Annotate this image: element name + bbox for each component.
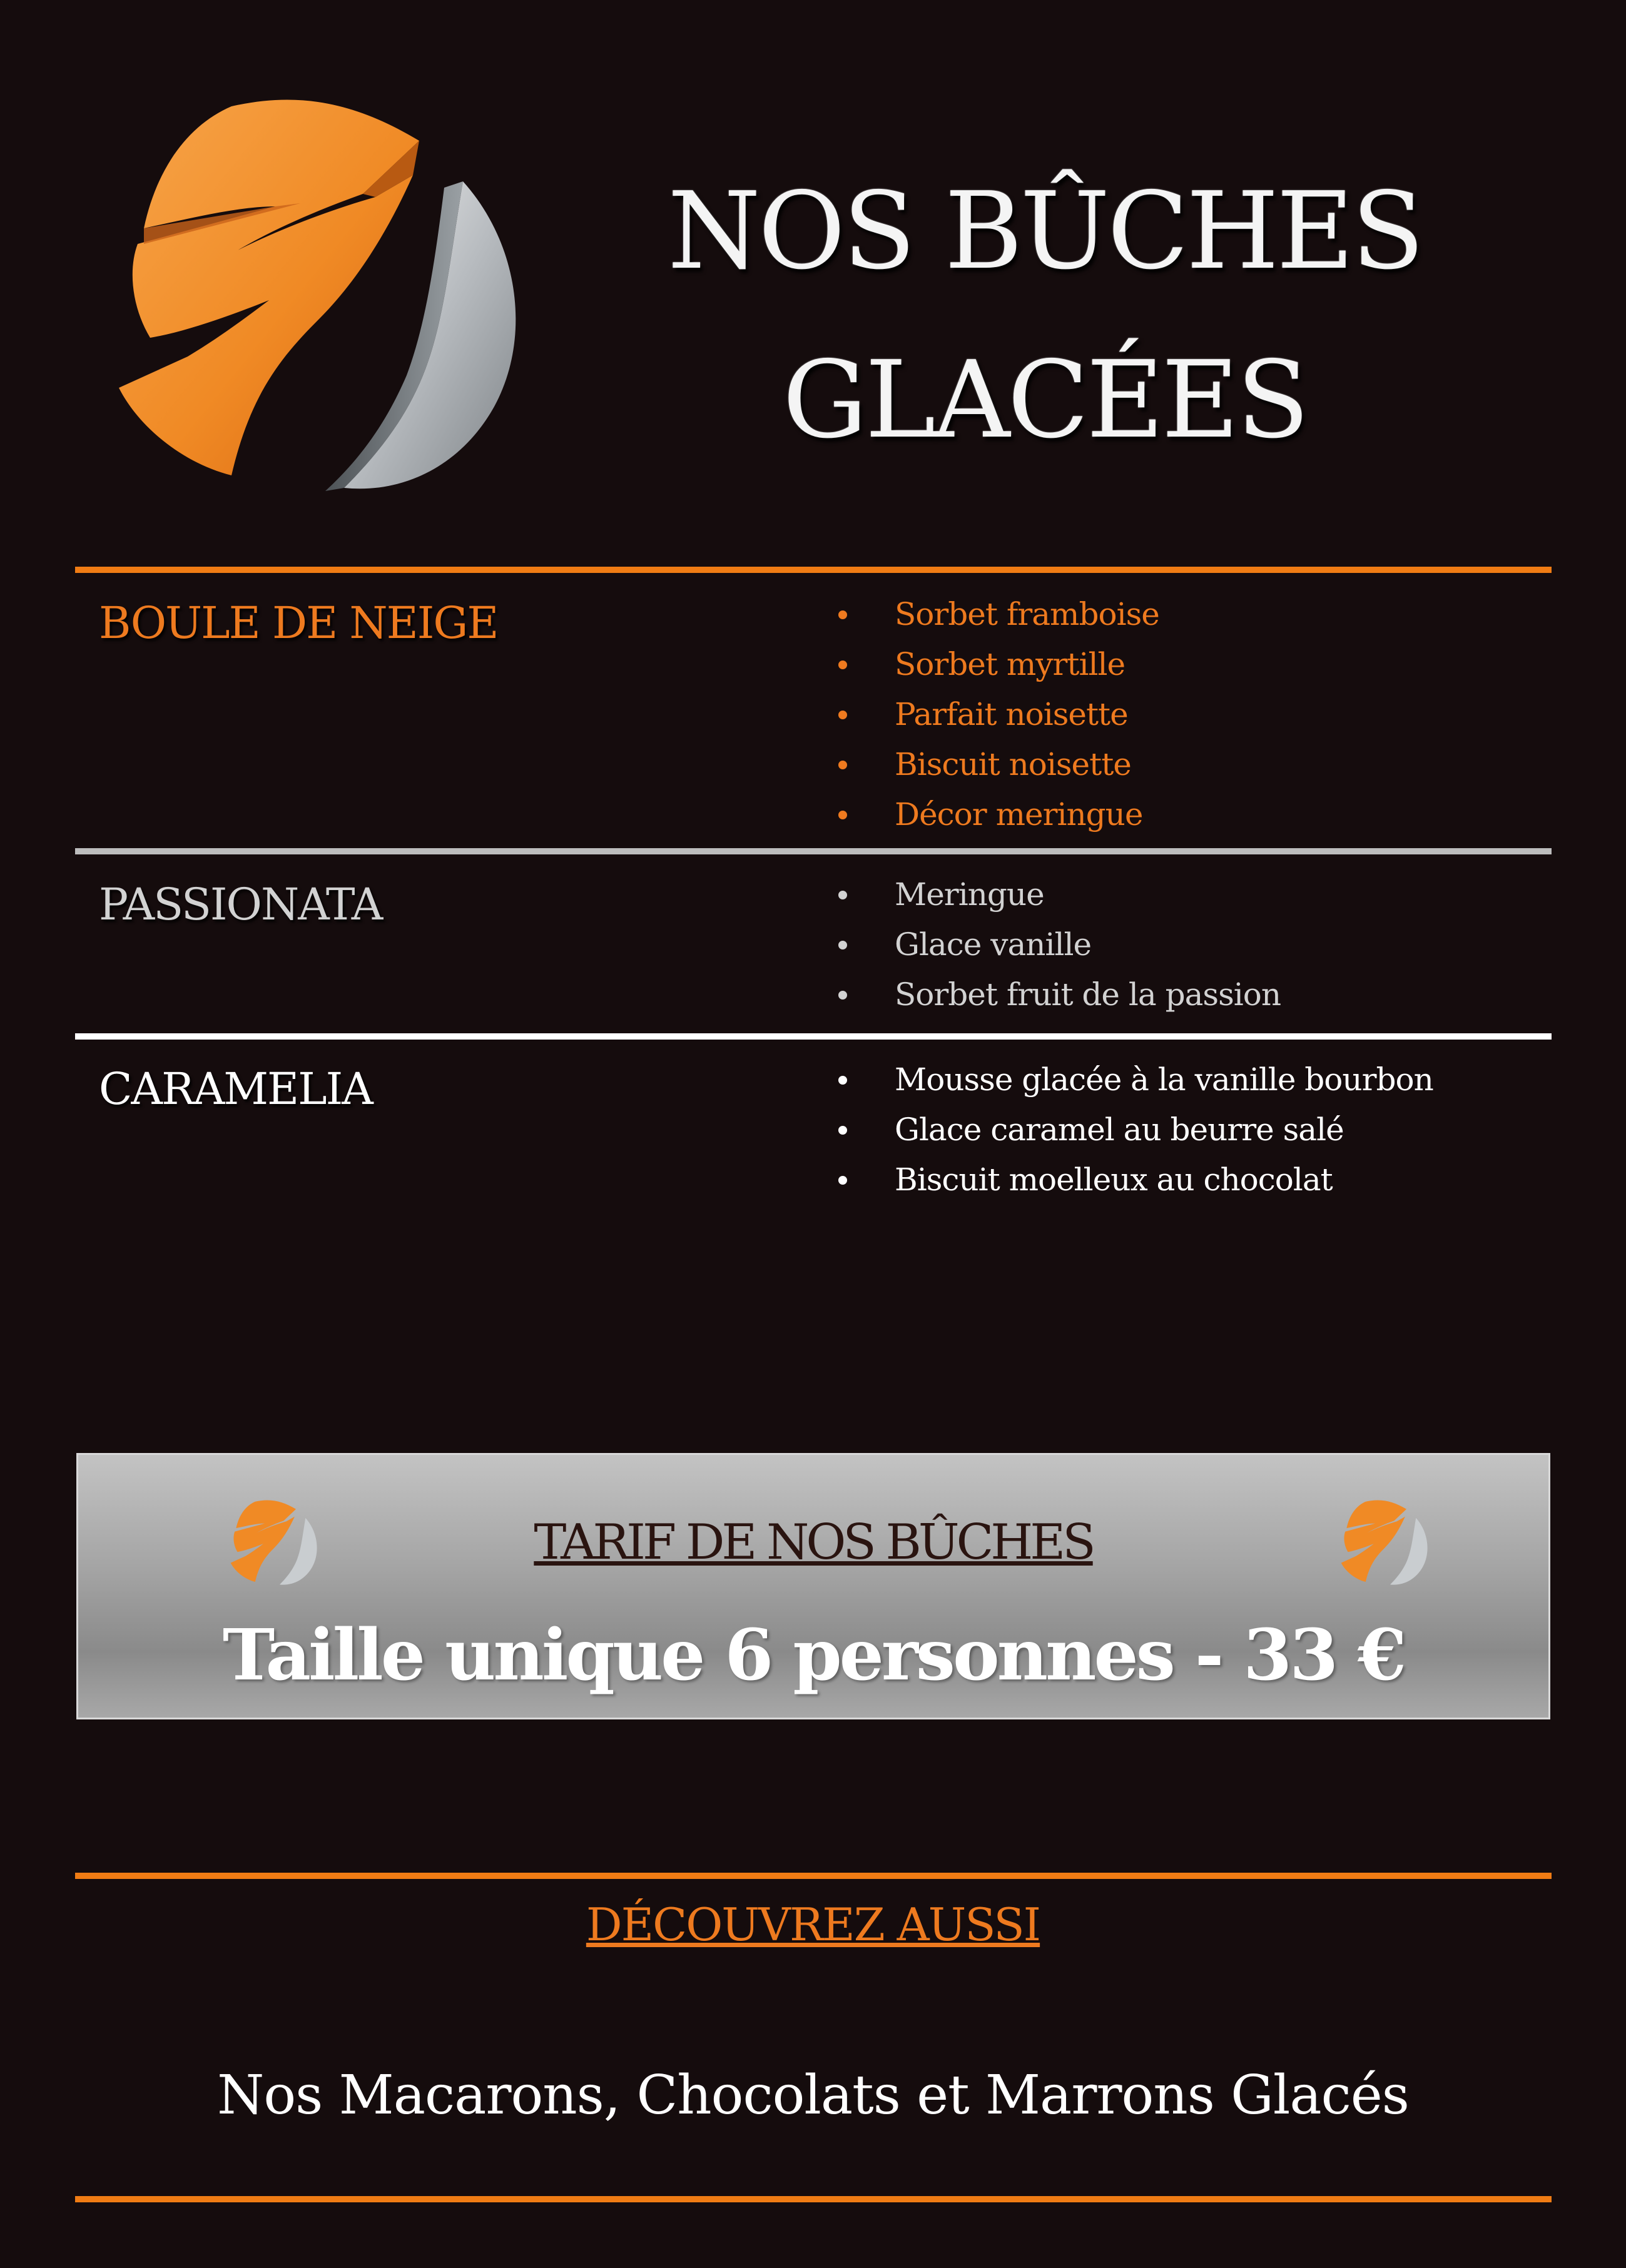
separator-orange-footer-top — [75, 1873, 1552, 1879]
list-item: Sorbet framboise — [832, 589, 1159, 639]
title-line-1: NOS BÛCHES — [668, 170, 1422, 293]
ingredient-list-caramelia — [832, 1055, 1433, 1205]
list-item: Décor meringue — [832, 789, 1159, 839]
bullet-icon — [838, 1176, 847, 1185]
bullet-icon — [838, 891, 847, 899]
list-item: Glace vanille — [832, 919, 1281, 969]
bullet-icon — [838, 991, 847, 1000]
list-item: Sorbet fruit de la passion — [832, 969, 1281, 1020]
product-name-passionata: PASSIONATA — [99, 879, 382, 930]
list-item: Meringue — [832, 869, 1281, 919]
pricing-text: Taille unique 6 personnes - 33 € — [222, 1614, 1405, 1696]
list-item: Biscuit moelleux au chocolat — [832, 1155, 1433, 1205]
separator-grey — [75, 848, 1552, 854]
price-box — [76, 1453, 1550, 1719]
discover-text: Nos Macarons, Chocolats et Marrons Glacés — [217, 2064, 1409, 2127]
bullet-icon — [838, 661, 847, 669]
bullet-icon — [838, 1126, 847, 1135]
bullet-icon — [838, 1076, 847, 1085]
separator-orange-footer-bottom — [75, 2196, 1552, 2202]
product-name-caramelia: CARAMELIA — [99, 1063, 372, 1115]
separator-orange-top — [75, 567, 1552, 573]
list-item: Sorbet myrtille — [832, 639, 1159, 689]
title-line-2: GLACÉES — [782, 338, 1308, 462]
list-item: Glace caramel au beurre salé — [832, 1105, 1433, 1155]
list-item: Mousse glacée à la vanille bourbon — [832, 1055, 1433, 1105]
product-name-boule-de-neige: BOULE DE NEIGE — [99, 597, 498, 649]
ingredient-list-boule-de-neige — [832, 589, 1159, 839]
pricing-title: TARIF DE NOS BÛCHES — [534, 1514, 1093, 1571]
bullet-icon — [838, 811, 847, 819]
page-title — [626, 147, 1464, 485]
ingredient-list-passionata — [832, 869, 1281, 1020]
list-item: Biscuit noisette — [832, 739, 1159, 789]
separator-white — [75, 1033, 1552, 1040]
list-item: Parfait noisette — [832, 689, 1159, 739]
bullet-icon — [838, 610, 847, 619]
bullet-icon — [838, 711, 847, 719]
bullet-icon — [838, 761, 847, 769]
bullet-icon — [838, 941, 847, 949]
brand-logo-icon — [94, 94, 526, 494]
discover-heading: DÉCOUVREZ AUSSI — [586, 1898, 1040, 1951]
